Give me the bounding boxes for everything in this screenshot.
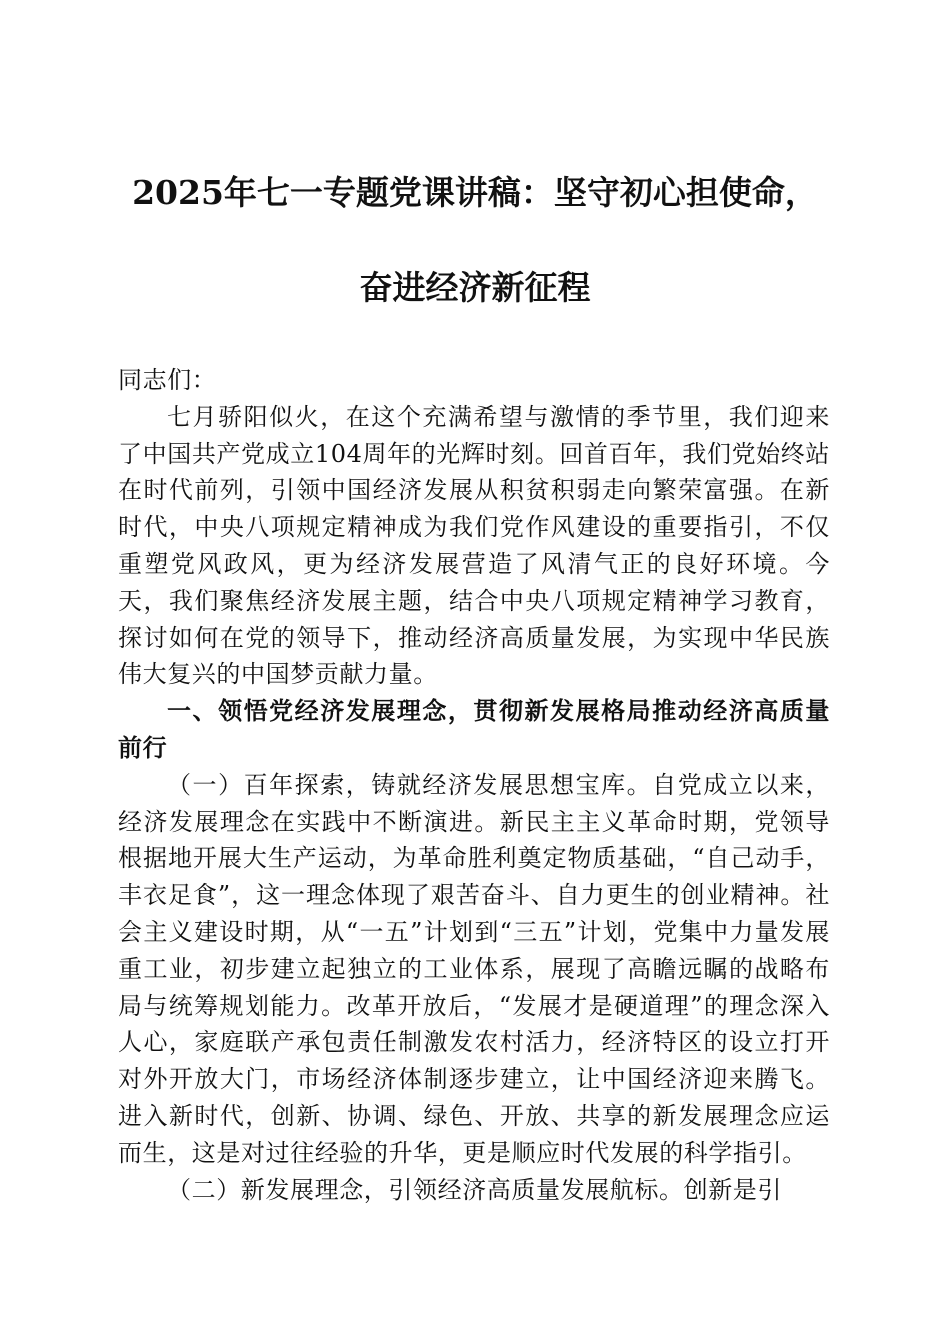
intro-paragraph: 七月骄阳似火，在这个充满希望与激情的季节里，我们迎来了中国共产党成立104周年的光辉时刻。回首百年，我们党始终站在时代前列，引领中国经济发展从积贫积弱走向繁荣富强。在新时代，中央八项规定精神成为我们党作风建设的重要指引，不仅重塑党风政风，更为经济发展营造了风清气正的良好环境。今天，我们聚焦经济发展主题，结合中央八项规定精神学习教育，探讨如何在党的领导下，推动经济高质量发展，为实现中华民族伟大复兴的中国梦贡献力量。	[118, 402, 830, 689]
section-heading-1: 一、领悟党经济发展理念，贯彻新发展格局推动经济高质量前行	[118, 696, 830, 762]
section-paragraph-2: （二）新发展理念，引领经济高质量发展航标。创新是引	[167, 1175, 782, 1204]
document-title-line-2: 奋进经济新征程	[359, 268, 591, 307]
document-title-line-1: 2025年七一专题党课讲稿：坚守初心担使命，	[132, 173, 818, 212]
section-paragraph-1: （一）百年探索，铸就经济发展思想宝库。自党成立以来，经济发展理念在实践中不断演进。新民主主义革命时期，党领导根据地开展大生产运动，为革命胜利奠定物质基础，“自己动手，丰衣足食”，这一理念体现了艰苦奋斗、自力更生的创业精神。社会主义建设时期，从“一五”计划到“三五”计划，党集中力量发展重工业，初步建立起独立的工业体系，展现了高瞻远瞩的战略布局与统筹规划能力。改革开放后，“发展才是硬道理”的理念深入人心，家庭联产承包责任制激发农村活力，经济特区的设立打开对外开放大门，市场经济体制逐步建立，让中国经济迎来腾飞。进入新时代，创新、协调、绿色、开放、共享的新发展理念应运而生，这是对过往经验的升华，更是顺应时代发展的科学指引。	[118, 770, 830, 1167]
document-body	[118, 362, 830, 1208]
salutation: 同志们：	[118, 366, 217, 394]
